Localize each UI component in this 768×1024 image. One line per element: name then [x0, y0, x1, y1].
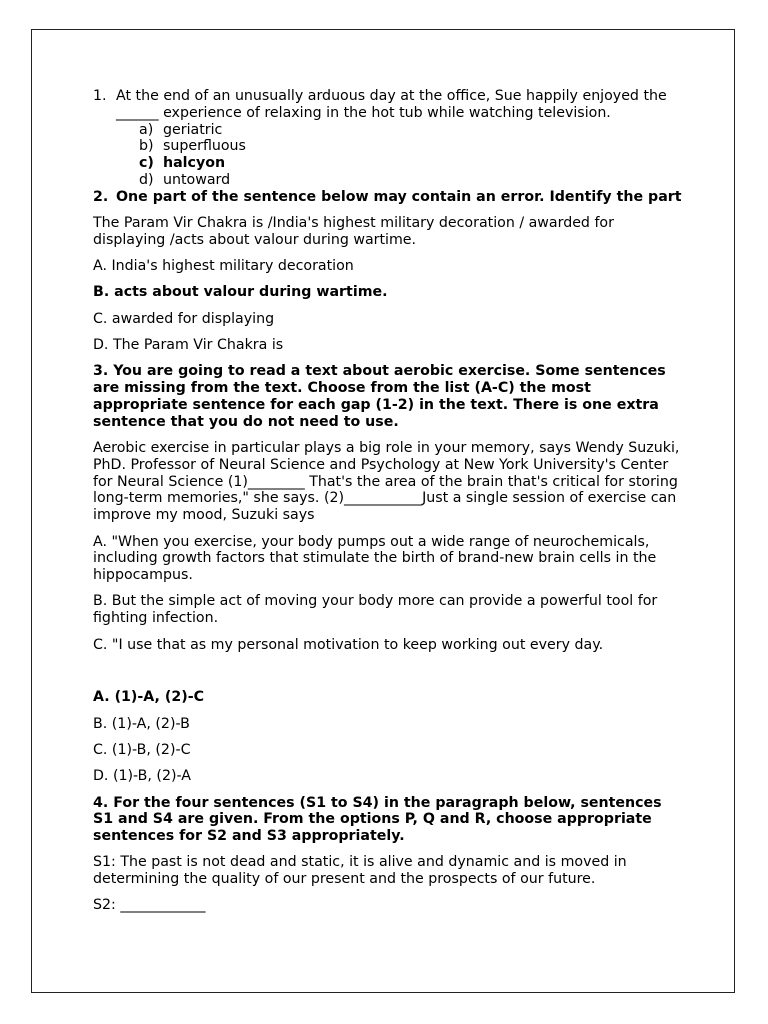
question-4-s1: S1: The past is not dead and static, it is alive and dynamic and is moved in determining the quality of our present and the prospects of our future. [93, 854, 627, 888]
question-2-prompt: One part of the sentence below may contain an error. Identify the part [116, 188, 682, 205]
option-a: a) geriatric [139, 121, 223, 138]
question-2 [93, 189, 683, 206]
document-body [93, 88, 683, 914]
question-2-option-a: A. India's highest military decoration [93, 258, 354, 275]
question-4-s2: S2: ____________ [93, 897, 206, 914]
question-3-answer-c: C. (1)-B, (2)-C [93, 741, 191, 758]
option-b: b) superfluous [139, 138, 246, 155]
question-1-text: At the end of an unusually arduous day at the office, Sue happily enjoyed the ______ experience of relaxing in the hot tub while watching television. [116, 88, 667, 121]
question-3-passage: Aerobic exercise in particular plays a big role in your memory, says Wendy Suzuki, PhD. Professor of Neural Science and Psychology at New York University's Center for Neural Science (1)________ That's the area of the brain that's critical for storing long-term memories," she says. (2)___________Just a single session of exercise can improve my mood, Suzuki says [93, 440, 680, 524]
question-2-number: 2. [93, 188, 109, 205]
question-3-answer-b: B. (1)-A, (2)-B [93, 715, 190, 732]
question-2-option-d: D. The Param Vir Chakra is [93, 337, 284, 354]
question-3-sentence-c: C. "I use that as my personal motivation to keep working out every day. [93, 636, 604, 653]
question-2-option-c: C. awarded for displaying [93, 310, 275, 327]
question-1-number: 1. [93, 88, 107, 104]
question-3-sentence-a: A. "When you exercise, your body pumps out a wide range of neurochemicals, including growth factors that stimulate the birth of brand-new brain cells in the hippocampus. [93, 533, 657, 584]
question-3-prompt: 3. You are going to read a text about aerobic exercise. Some sentences are missing from the text. Choose from the list (A-C) the most appropriate sentence for each gap (1-2) in the text. There is one extra sentence that you do not need to use. [93, 363, 666, 430]
question-3-sentence-b: B. But the simple act of moving your body more can provide a powerful tool for fighting infection. [93, 593, 658, 627]
option-d: d) untoward [139, 171, 231, 188]
question-3-answer-d: D. (1)-B, (2)-A [93, 768, 192, 785]
option-c-correct: c) halcyon [139, 155, 226, 172]
question-4-prompt: 4. For the four sentences (S1 to S4) in the paragraph below, sentences S1 and S4 are given. From the options P, Q and R, choose appropriate sentences for S2 and S3 appropriately. [93, 794, 662, 845]
question-3-answer-a-correct: A. (1)-A, (2)-C [93, 689, 205, 706]
question-1-options [139, 122, 683, 189]
question-2-sentence: The Param Vir Chakra is /India's highest military decoration / awarded for displaying /acts about valour during wartime. [93, 215, 614, 248]
question-2-option-b-correct: B. acts about valour during wartime. [93, 284, 388, 301]
question-1 [93, 88, 683, 122]
